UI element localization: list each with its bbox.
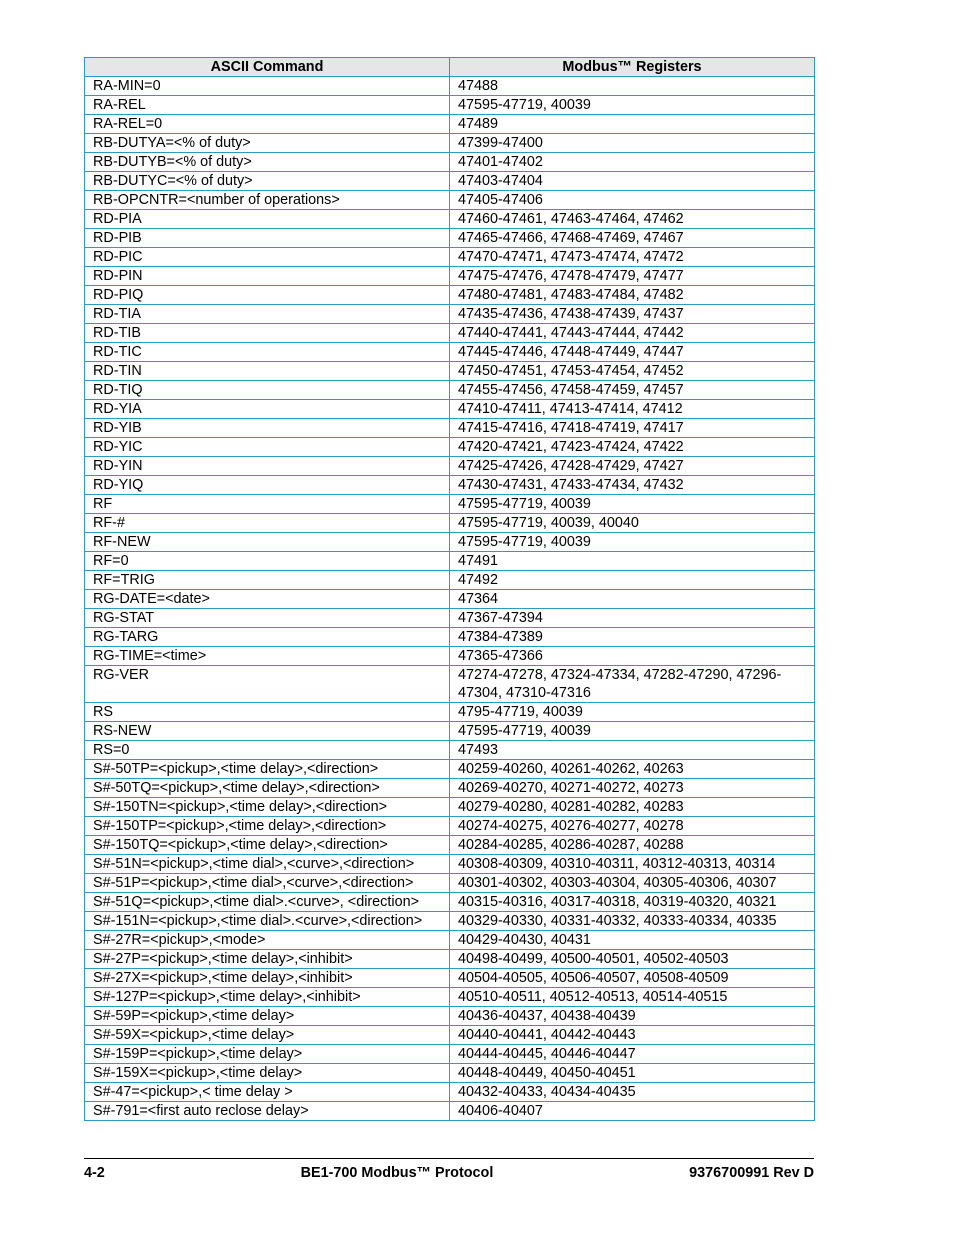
table-row [85, 305, 815, 324]
modbus-registers-cell: 40444-40445, 40446-40447 [450, 1045, 815, 1064]
ascii-command-cell: S#-127P=<pickup>,<time delay>,<inhibit> [85, 988, 450, 1007]
modbus-registers-cell: 40436-40437, 40438-40439 [450, 1007, 815, 1026]
modbus-registers-cell: 47475-47476, 47478-47479, 47477 [450, 267, 815, 286]
table-row [85, 115, 815, 134]
ascii-command-cell: S#-150TP=<pickup>,<time delay>,<direction> [85, 817, 450, 836]
table-row [85, 836, 815, 855]
ascii-command-cell: S#-151N=<pickup>,<time dial>.<curve>,<direction> [85, 912, 450, 931]
modbus-registers-cell: 40498-40499, 40500-40501, 40502-40503 [450, 950, 815, 969]
modbus-registers-cell: 47595-47719, 40039 [450, 495, 815, 514]
table-row [85, 552, 815, 571]
table-row [85, 931, 815, 950]
table-row [85, 286, 815, 305]
ascii-command-cell: RD-YIA [85, 400, 450, 419]
ascii-command-cell: S#-791=<first auto reclose delay> [85, 1102, 450, 1121]
table-row [85, 191, 815, 210]
table-row [85, 647, 815, 666]
ascii-command-cell: RB-DUTYA=<% of duty> [85, 134, 450, 153]
table-row [85, 248, 815, 267]
page-number: 4-2 [84, 1165, 105, 1181]
ascii-command-cell: RG-VER [85, 666, 450, 703]
ascii-command-cell: RD-TIC [85, 343, 450, 362]
ascii-command-cell: RF=0 [85, 552, 450, 571]
modbus-registers-cell: 47460-47461, 47463-47464, 47462 [450, 210, 815, 229]
ascii-command-cell: RD-YIN [85, 457, 450, 476]
table-row [85, 457, 815, 476]
table-row [85, 893, 815, 912]
ascii-command-cell: RD-YIQ [85, 476, 450, 495]
ascii-command-cell: S#-27P=<pickup>,<time delay>,<inhibit> [85, 950, 450, 969]
table-row [85, 779, 815, 798]
table-row [85, 666, 815, 703]
modbus-registers-cell: 40315-40316, 40317-40318, 40319-40320, 40321 [450, 893, 815, 912]
modbus-registers-cell: 40432-40433, 40434-40435 [450, 1083, 815, 1102]
modbus-registers-cell: 40274-40275, 40276-40277, 40278 [450, 817, 815, 836]
modbus-registers-cell: 47365-47366 [450, 647, 815, 666]
table-row [85, 950, 815, 969]
modbus-registers-cell: 40279-40280, 40281-40282, 40283 [450, 798, 815, 817]
modbus-registers-cell: 47488 [450, 77, 815, 96]
modbus-registers-cell: 47491 [450, 552, 815, 571]
ascii-command-cell: S#-47=<pickup>,< time delay > [85, 1083, 450, 1102]
ascii-command-cell: RF [85, 495, 450, 514]
ascii-command-cell: S#-59P=<pickup>,<time delay> [85, 1007, 450, 1026]
table-row [85, 1083, 815, 1102]
table-row [85, 210, 815, 229]
ascii-command-cell: RB-DUTYC=<% of duty> [85, 172, 450, 191]
table-row [85, 1045, 815, 1064]
ascii-command-cell: RS-NEW [85, 722, 450, 741]
ascii-command-cell: RF-NEW [85, 533, 450, 552]
table-row [85, 969, 815, 988]
table-row [85, 438, 815, 457]
ascii-command-cell: S#-59X=<pickup>,<time delay> [85, 1026, 450, 1045]
modbus-registers-cell: 40448-40449, 40450-40451 [450, 1064, 815, 1083]
ascii-command-cell: RG-TARG [85, 628, 450, 647]
ascii-command-cell: RA-REL=0 [85, 115, 450, 134]
modbus-registers-cell: 47595-47719, 40039 [450, 96, 815, 115]
modbus-registers-cell: 40406-40407 [450, 1102, 815, 1121]
table-row [85, 571, 815, 590]
ascii-command-cell: RG-TIME=<time> [85, 647, 450, 666]
modbus-registers-cell: 47435-47436, 47438-47439, 47437 [450, 305, 815, 324]
ascii-command-cell: S#-51Q=<pickup>,<time dial>.<curve>, <direction> [85, 893, 450, 912]
ascii-command-cell: RD-PIQ [85, 286, 450, 305]
table-row [85, 628, 815, 647]
modbus-registers-cell: 47595-47719, 40039 [450, 533, 815, 552]
ascii-command-cell: S#-150TQ=<pickup>,<time delay>,<direction> [85, 836, 450, 855]
ascii-command-cell: S#-50TP=<pickup>,<time delay>,<direction> [85, 760, 450, 779]
table-row [85, 267, 815, 286]
ascii-command-cell: S#-159X=<pickup>,<time delay> [85, 1064, 450, 1083]
table-row [85, 533, 815, 552]
modbus-registers-cell: 47480-47481, 47483-47484, 47482 [450, 286, 815, 305]
modbus-registers-cell: 47410-47411, 47413-47414, 47412 [450, 400, 815, 419]
page-footer [84, 1158, 814, 1181]
ascii-command-cell: RD-PIC [85, 248, 450, 267]
modbus-registers-cell: 47403-47404 [450, 172, 815, 191]
modbus-registers-cell: 47445-47446, 47448-47449, 47447 [450, 343, 815, 362]
header-ascii-command: ASCII Command [85, 58, 450, 77]
ascii-command-cell: S#-27R=<pickup>,<mode> [85, 931, 450, 950]
table-row [85, 988, 815, 1007]
ascii-command-cell: RA-MIN=0 [85, 77, 450, 96]
modbus-registers-cell: 47425-47426, 47428-47429, 47427 [450, 457, 815, 476]
ascii-command-cell: S#-159P=<pickup>,<time delay> [85, 1045, 450, 1064]
modbus-registers-cell: 47450-47451, 47453-47454, 47452 [450, 362, 815, 381]
table-row [85, 476, 815, 495]
ascii-command-cell: S#-51N=<pickup>,<time dial>,<curve>,<direction> [85, 855, 450, 874]
document-number: 9376700991 Rev D [689, 1165, 814, 1181]
modbus-registers-cell: 40329-40330, 40331-40332, 40333-40334, 40335 [450, 912, 815, 931]
modbus-registers-cell: 47492 [450, 571, 815, 590]
table-row [85, 324, 815, 343]
table-row [85, 703, 815, 722]
table-row [85, 874, 815, 893]
modbus-registers-cell: 47493 [450, 741, 815, 760]
ascii-command-cell: RF=TRIG [85, 571, 450, 590]
table-row [85, 1026, 815, 1045]
ascii-command-cell: RD-PIN [85, 267, 450, 286]
modbus-registers-cell: 47274-47278, 47324-47334, 47282-47290, 47296-47304, 47310-47316 [450, 666, 815, 703]
table-row [85, 760, 815, 779]
table-row [85, 172, 815, 191]
modbus-registers-cell: 47401-47402 [450, 153, 815, 172]
modbus-registers-cell: 47440-47441, 47443-47444, 47442 [450, 324, 815, 343]
table-row [85, 590, 815, 609]
modbus-registers-cell: 40429-40430, 40431 [450, 931, 815, 950]
table-row [85, 912, 815, 931]
modbus-registers-cell: 47399-47400 [450, 134, 815, 153]
table-row [85, 134, 815, 153]
modbus-registers-cell: 47455-47456, 47458-47459, 47457 [450, 381, 815, 400]
table-row [85, 400, 815, 419]
table-row [85, 741, 815, 760]
table-row [85, 77, 815, 96]
modbus-registers-cell: 4795-47719, 40039 [450, 703, 815, 722]
modbus-registers-cell: 47364 [450, 590, 815, 609]
modbus-registers-cell: 40259-40260, 40261-40262, 40263 [450, 760, 815, 779]
ascii-command-cell: RD-TIN [85, 362, 450, 381]
table-row [85, 495, 815, 514]
modbus-registers-cell: 47384-47389 [450, 628, 815, 647]
modbus-registers-cell: 47367-47394 [450, 609, 815, 628]
table-row [85, 153, 815, 172]
table-row [85, 817, 815, 836]
ascii-command-cell: RD-PIB [85, 229, 450, 248]
ascii-command-cell: RD-TIA [85, 305, 450, 324]
command-register-table [84, 57, 815, 1121]
ascii-command-cell: RD-YIC [85, 438, 450, 457]
table-row [85, 798, 815, 817]
modbus-registers-cell: 47595-47719, 40039 [450, 722, 815, 741]
ascii-command-cell: S#-51P=<pickup>,<time dial>,<curve>,<direction> [85, 874, 450, 893]
table-row [85, 1064, 815, 1083]
ascii-command-cell: S#-150TN=<pickup>,<time delay>,<direction> [85, 798, 450, 817]
ascii-command-cell: RB-DUTYB=<% of duty> [85, 153, 450, 172]
modbus-registers-cell: 47415-47416, 47418-47419, 47417 [450, 419, 815, 438]
table-row [85, 1007, 815, 1026]
header-modbus-registers: Modbus™ Registers [450, 58, 815, 77]
table-row [85, 362, 815, 381]
ascii-command-cell: RA-REL [85, 96, 450, 115]
ascii-command-cell: RD-YIB [85, 419, 450, 438]
table-row [85, 229, 815, 248]
table-row [85, 609, 815, 628]
ascii-command-cell: RS [85, 703, 450, 722]
ascii-command-cell: RF-# [85, 514, 450, 533]
modbus-registers-cell: 47595-47719, 40039, 40040 [450, 514, 815, 533]
table-row [85, 419, 815, 438]
document-title: BE1-700 Modbus™ Protocol [300, 1165, 494, 1181]
modbus-registers-cell: 47489 [450, 115, 815, 134]
table-row [85, 722, 815, 741]
ascii-command-cell: RG-STAT [85, 609, 450, 628]
table-row [85, 343, 815, 362]
modbus-registers-cell: 40504-40505, 40506-40507, 40508-40509 [450, 969, 815, 988]
ascii-command-cell: RD-TIQ [85, 381, 450, 400]
modbus-registers-cell: 40510-40511, 40512-40513, 40514-40515 [450, 988, 815, 1007]
modbus-registers-cell: 47430-47431, 47433-47434, 47432 [450, 476, 815, 495]
modbus-registers-cell: 40284-40285, 40286-40287, 40288 [450, 836, 815, 855]
modbus-registers-cell: 40269-40270, 40271-40272, 40273 [450, 779, 815, 798]
modbus-registers-cell: 47470-47471, 47473-47474, 47472 [450, 248, 815, 267]
ascii-command-cell: RD-TIB [85, 324, 450, 343]
table-row [85, 96, 815, 115]
modbus-registers-cell: 40308-40309, 40310-40311, 40312-40313, 40314 [450, 855, 815, 874]
table-row [85, 855, 815, 874]
modbus-registers-cell: 47465-47466, 47468-47469, 47467 [450, 229, 815, 248]
modbus-registers-cell: 40440-40441, 40442-40443 [450, 1026, 815, 1045]
table-row [85, 1102, 815, 1121]
modbus-registers-cell: 47405-47406 [450, 191, 815, 210]
modbus-registers-cell: 47420-47421, 47423-47424, 47422 [450, 438, 815, 457]
table-row [85, 381, 815, 400]
ascii-command-cell: RG-DATE=<date> [85, 590, 450, 609]
table-row [85, 514, 815, 533]
ascii-command-cell: RD-PIA [85, 210, 450, 229]
ascii-command-cell: S#-50TQ=<pickup>,<time delay>,<direction> [85, 779, 450, 798]
ascii-command-cell: RS=0 [85, 741, 450, 760]
ascii-command-cell: RB-OPCNTR=<number of operations> [85, 191, 450, 210]
modbus-registers-cell: 40301-40302, 40303-40304, 40305-40306, 40307 [450, 874, 815, 893]
ascii-command-cell: S#-27X=<pickup>,<time delay>,<inhibit> [85, 969, 450, 988]
table-header-row [85, 58, 815, 77]
